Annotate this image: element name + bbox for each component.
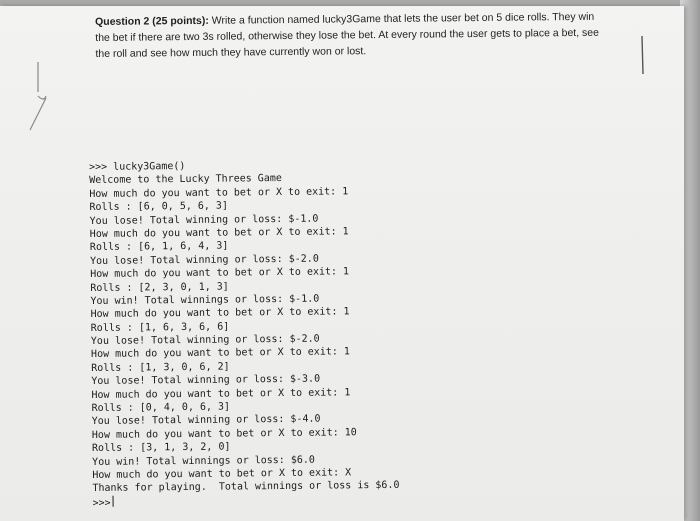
pen-mark-left	[22, 58, 62, 138]
question-title: Question 2 (25 points):	[95, 14, 209, 28]
console-line: >>> lucky3Game()	[89, 160, 186, 173]
console-line: Rolls : [1, 3, 0, 6, 2]	[91, 361, 230, 374]
console-line: Rolls : [6, 1, 6, 4, 3]	[89, 240, 229, 254]
console-line: Rolls : [6, 0, 5, 6, 3]	[89, 200, 229, 214]
console-line: How much do you want to bet or X to exit: 1	[91, 386, 351, 401]
text-cursor	[113, 496, 114, 507]
console-line: How much do you want to bet or X to exit: 10	[91, 427, 357, 441]
console-line: You win! Total winnings or loss: $-1.0	[90, 293, 320, 307]
console-line: How much do you want to bet or X to exit: 1	[90, 266, 350, 281]
console-line: How much do you want to bet or X to exit: 1	[90, 346, 350, 361]
console-line: You lose! Total winning or loss: $-3.0	[91, 373, 321, 388]
console-line: You lose! Total winning or loss: $-1.0	[89, 213, 319, 227]
console-line: Thanks for playing. Total winnings or loss is $6.0	[92, 480, 400, 495]
console-line: Welcome to the Lucky Threes Game	[89, 173, 282, 187]
console-line: Rolls : [3, 1, 3, 2, 0]	[91, 441, 231, 455]
console-line: You win! Total winnings or loss: $6.0	[92, 454, 315, 468]
console-line: Rolls : [2, 3, 0, 1, 3]	[90, 281, 229, 294]
console-line: Rolls : [1, 6, 3, 6, 6]	[90, 321, 230, 334]
console-line: How much do you want to bet or X to exit: X	[92, 467, 352, 481]
pen-mark-right	[636, 34, 650, 78]
console-prompt: >>>	[92, 497, 111, 509]
paper-sheet	[0, 6, 684, 521]
console-line: How much do you want to bet or X to exit: 1	[89, 226, 349, 240]
console-line: Rolls : [0, 4, 0, 6, 3]	[91, 401, 231, 415]
console-line: You lose! Total winning or loss: $-2.0	[89, 253, 319, 267]
console-line: How much do you want to bet or X to exit: 1	[90, 306, 350, 321]
console-output	[89, 157, 513, 510]
question-text	[95, 9, 600, 62]
console-line: You lose! Total winning or loss: $-4.0	[91, 414, 321, 428]
question-body: Write a function named lucky3Game that lets the user bet on 5 dice rolls. They win the bet if there are two 3s rolled, otherwise they lose the bet. At every round the user gets to place a bet, see the roll and see how much they have currently won or lost.	[95, 10, 600, 60]
console-line: You lose! Total winning or loss: $-2.0	[90, 333, 320, 348]
console-line: How much do you want to bet or X to exit: 1	[89, 186, 349, 200]
